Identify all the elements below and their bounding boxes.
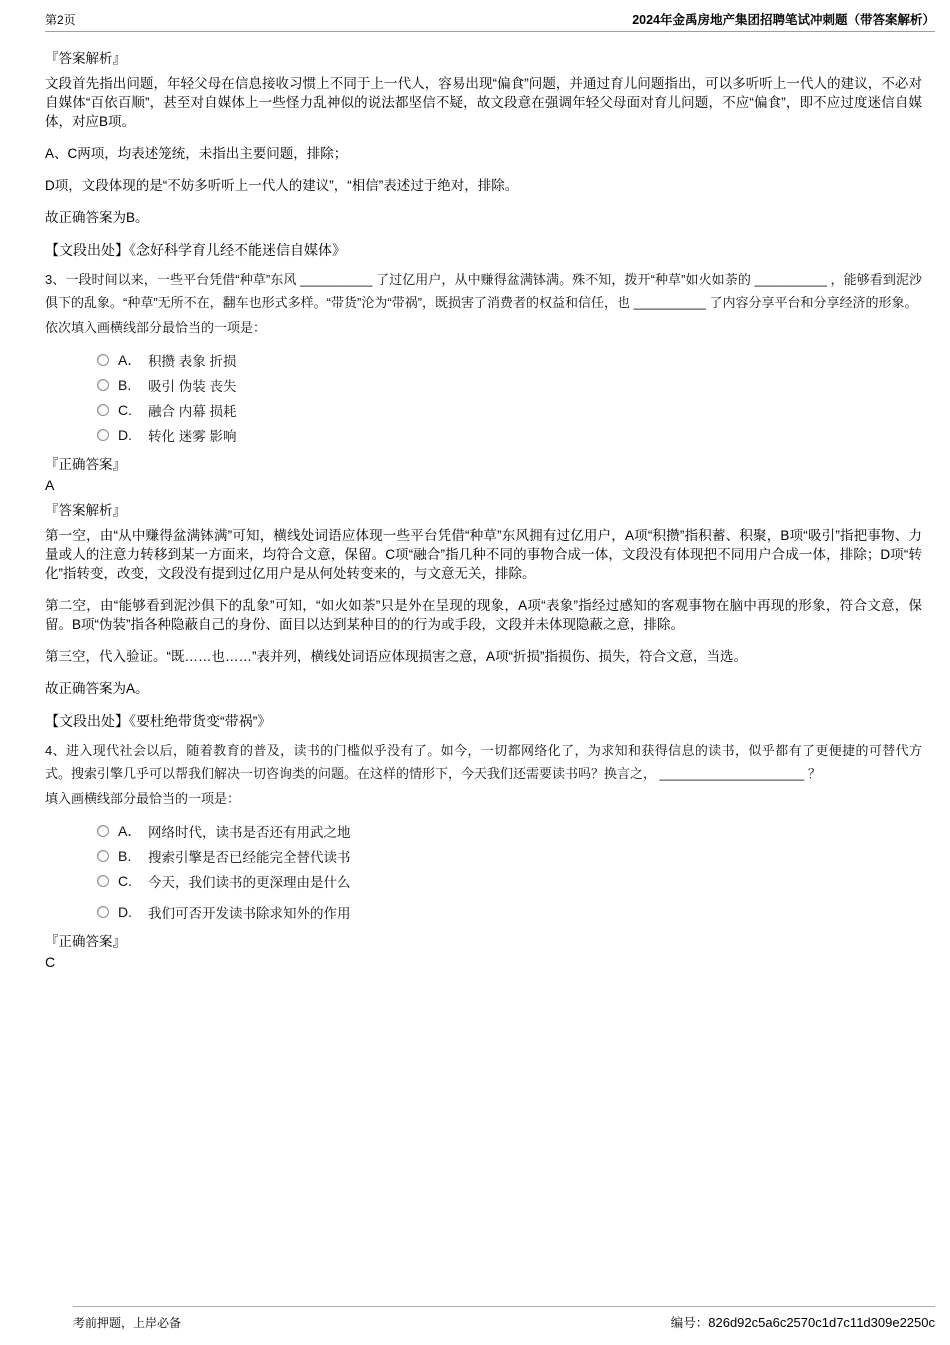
q3-option-d-radio-icon[interactable] bbox=[97, 429, 109, 441]
q3-option-b bbox=[97, 372, 922, 397]
q3-option-a bbox=[97, 347, 922, 372]
option-text: 我们可否开发读书除求知外的作用 bbox=[148, 905, 351, 921]
q3-analysis-label: 『答案解析』 bbox=[45, 503, 126, 518]
q4-correct-answer-label: 『正确答案』 bbox=[45, 934, 126, 949]
q2-conclusion: 故正确答案为B。 bbox=[45, 210, 149, 225]
q4-option-b-radio-icon[interactable] bbox=[97, 850, 109, 862]
q4-option-a bbox=[97, 818, 922, 843]
question-3-stem: 3、一段时间以来，一些平台凭借“种草”东风 __________ 了过亿用户，从中赚得盆满钵满。殊不知，拨开“种草”如火如荼的 __________ ，能够看到泥沙俱下的乱象。“种草”无所不在，翻车也形式多样。“带货”沦为“带祸”，既损害了消费者的权益和信任，也 __________ 了内容分享平台和分享经济的形象。 bbox=[45, 272, 922, 310]
q3-analysis-paragraph: 第二空，由“能够看到泥沙俱下的乱象”可知，“如火如荼”只是外在呈现的现象，A项“表象”指经过感知的客观事物在脑中再现的形象，符合文意，保留。B项“伪装”指各种隐蔽自己的身份、面目以达到某种目的的行为或手段，文段并未体现隐蔽之意，排除。 bbox=[45, 598, 922, 632]
question-3-options bbox=[97, 347, 922, 447]
option-label: B. bbox=[118, 376, 132, 393]
q4-option-b bbox=[97, 843, 922, 868]
option-text: 今天，我们读书的更深理由是什么 bbox=[148, 874, 351, 890]
page-footer bbox=[73, 1306, 935, 1331]
q2-analysis-paragraph: D项，文段体现的是“不妨多听听上一代人的建议”，“相信”表述过于绝对，排除。 bbox=[45, 178, 519, 193]
document-title: 2024年金禹房地产集团招聘笔试冲刺题（带答案解析） bbox=[632, 13, 935, 27]
option-label: C. bbox=[118, 401, 132, 418]
option-label: C. bbox=[118, 872, 132, 889]
q2-source-note: 【文段出处】《念好科学育儿经不能迷信自媒体》 bbox=[45, 242, 346, 258]
q3-analysis-paragraph: 第一空，由“从中赚得盆满钵满”可知，横线处词语应体现一些平台凭借“种草”东风拥有过亿用户，A项“积攒”指积蓄、积聚，B项“吸引”指把事物、力量或人的注意力转移到某一方面来，均符合文意，保留。C项“融合”指几种不同的事物合成一体，文段没有体现把不同用户合成一体，排除；D项“转化”指转变，改变，文段没有提到过亿用户是从何处转变来的，与文意无关，排除。 bbox=[45, 528, 922, 581]
option-text: 搜索引擎是否已经能完全替代读书 bbox=[148, 849, 351, 865]
question-4-prompt: 填入画横线部分最恰当的一项是： bbox=[45, 791, 241, 806]
q4-correct-answer-value: C bbox=[45, 954, 56, 970]
q3-correct-answer-value: A bbox=[45, 477, 55, 493]
q3-correct-answer-label: 『正确答案』 bbox=[45, 457, 126, 472]
footer-slogan: 考前押题，上岸必备 bbox=[73, 1316, 182, 1330]
q3-conclusion: 故正确答案为A。 bbox=[45, 681, 149, 696]
q4-option-d bbox=[97, 899, 922, 924]
q3-option-b-radio-icon[interactable] bbox=[97, 379, 109, 391]
serial-code: 826d92c5a6c2570c1d7c11d309e2250c bbox=[708, 1315, 935, 1330]
option-text: 积攒 表象 折损 bbox=[148, 353, 237, 369]
q2-analysis-label: 『答案解析』 bbox=[45, 51, 126, 66]
q4-option-c bbox=[97, 868, 922, 893]
q4-option-a-radio-icon[interactable] bbox=[97, 825, 109, 837]
option-label: A． bbox=[118, 351, 142, 368]
q2-analysis-paragraph: A、C两项，均表述笼统，未指出主要问题，排除； bbox=[45, 146, 348, 161]
page-header bbox=[45, 0, 935, 32]
q3-source-note: 【文段出处】《要杜绝带货变“带祸”》 bbox=[45, 713, 272, 729]
q4-option-c-radio-icon[interactable] bbox=[97, 875, 109, 887]
question-4-stem: 4、进入现代社会以后，随着教育的普及，读书的门槛似乎没有了。如今，一切都网络化了，为求知和获得信息的读书，似乎都有了更便捷的可替代方式。搜索引擎几乎可以帮我们解决一切咨询类的问题。在这样的情形下，今天我们还需要读书吗？换言之， ____________________ ？ bbox=[45, 743, 922, 781]
document-body bbox=[45, 49, 922, 972]
q3-option-c bbox=[97, 397, 922, 422]
q3-option-c-radio-icon[interactable] bbox=[97, 404, 109, 416]
option-text: 融合 内幕 损耗 bbox=[148, 403, 237, 419]
q3-analysis-paragraph: 第三空，代入验证。“既……也……”表并列，横线处词语应体现损害之意，A项“折损”指损伤、损失，符合文意，当选。 bbox=[45, 649, 747, 664]
option-label: D. bbox=[118, 903, 132, 920]
option-text: 转化 迷雾 影响 bbox=[148, 428, 237, 444]
page-number: 第2页 bbox=[45, 13, 76, 27]
option-text: 吸引 伪装 丧失 bbox=[148, 378, 237, 394]
option-label: D. bbox=[118, 426, 132, 443]
footer-serial bbox=[671, 1313, 935, 1331]
option-text: 网络时代，读书是否还有用武之地 bbox=[148, 824, 351, 840]
question-4-options bbox=[97, 818, 922, 924]
question-3-prompt: 依次填入画横线部分最恰当的一项是： bbox=[45, 320, 267, 335]
option-label: A． bbox=[118, 822, 142, 839]
serial-label: 编号： bbox=[670, 1316, 709, 1330]
q2-analysis-paragraph: 文段首先指出问题，年轻父母在信息接收习惯上不同于上一代人，容易出现“偏食”问题，并通过育儿问题指出，可以多听听上一代人的建议，不必对自媒体“百依百顺”，甚至对自媒体上一些怪力乱神似的说法都坚信不疑，故文段意在强调年轻父母面对育儿问题，不应“偏食”，即不应过度迷信自媒体，对应B项。 bbox=[45, 76, 922, 129]
q4-option-d-radio-icon[interactable] bbox=[97, 906, 109, 918]
option-label: B. bbox=[118, 847, 132, 864]
q3-option-d bbox=[97, 422, 922, 447]
q3-option-a-radio-icon[interactable] bbox=[97, 354, 109, 366]
